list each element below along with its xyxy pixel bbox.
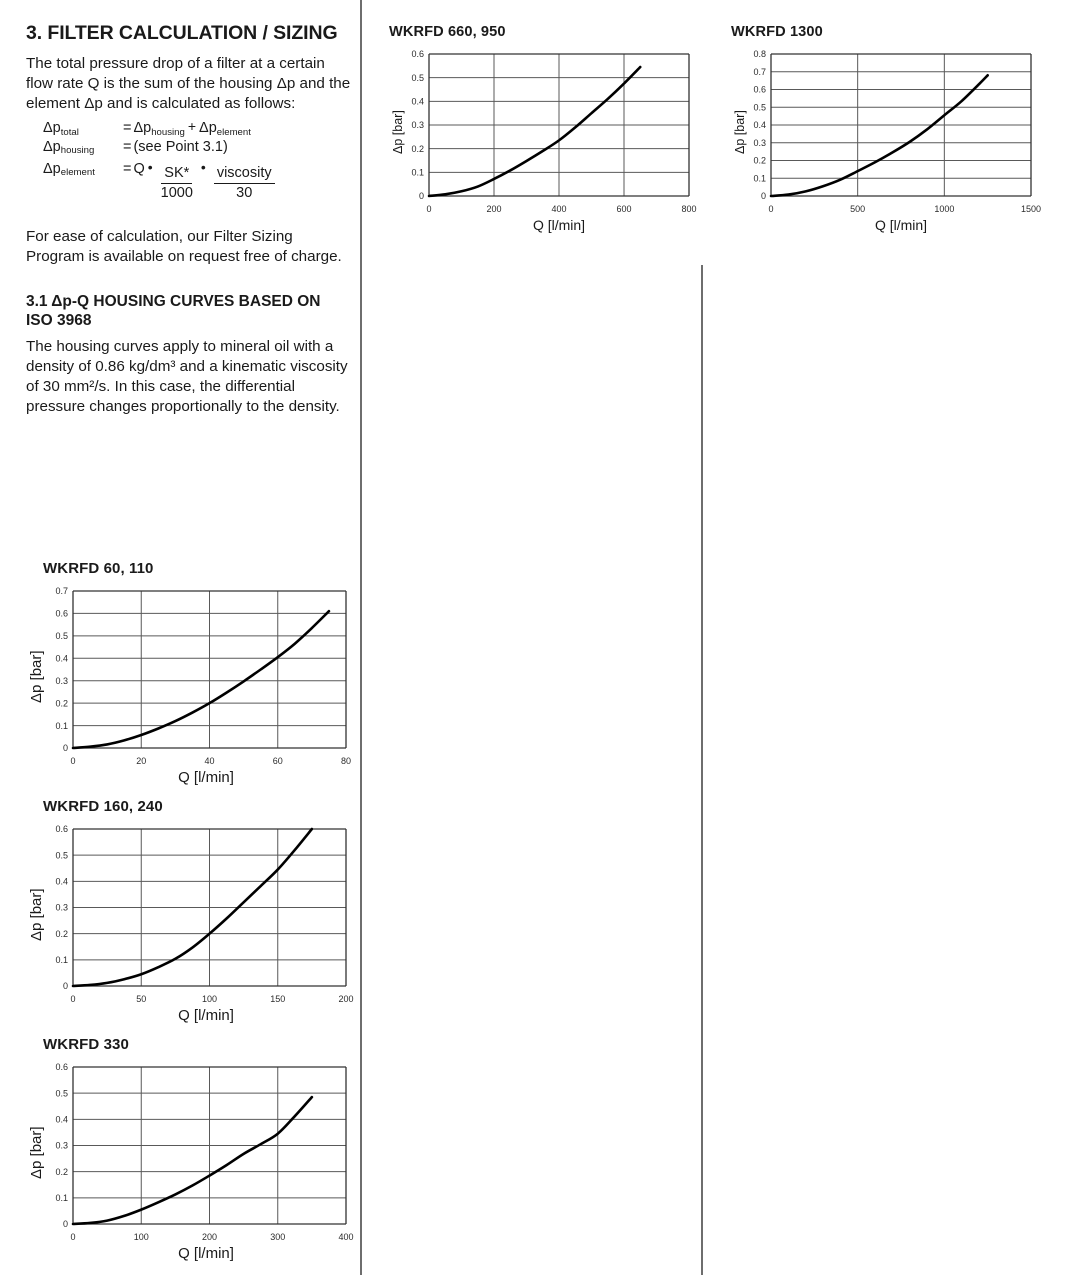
formula-lhs-housing: Δphousing <box>43 138 95 157</box>
data-curve <box>73 1097 312 1224</box>
y-tick-label: 0.1 <box>411 167 424 178</box>
y-tick-label: 0 <box>62 743 68 754</box>
formula-equals: = <box>123 120 132 137</box>
y-tick-label: 0.4 <box>55 653 68 664</box>
y-axis-label-group <box>28 650 45 703</box>
grid-and-ticks <box>55 1062 353 1242</box>
y-tick-label: 0.6 <box>55 1062 68 1073</box>
formula-see-point-reference: (see Point 3.1) <box>133 138 228 155</box>
column-divider-left <box>360 0 362 1275</box>
y-tick-label: 0.3 <box>55 902 68 913</box>
fraction-denominator: 1000 <box>160 184 193 201</box>
y-tick-label: 0.7 <box>753 66 766 77</box>
x-tick-label: 1000 <box>934 204 955 214</box>
x-tick-label: 1500 <box>1020 204 1041 214</box>
y-axis-label: Δp [bar] <box>28 650 45 703</box>
y-tick-label: 0 <box>62 1219 68 1230</box>
formula-block <box>43 118 351 201</box>
y-tick-label: 0.4 <box>55 1114 68 1125</box>
x-tick-label: 50 <box>136 994 147 1004</box>
y-tick-label: 0.6 <box>55 608 68 619</box>
y-tick-label: 0.3 <box>55 1140 68 1151</box>
x-tick-label: 600 <box>616 204 632 214</box>
x-tick-label: 100 <box>133 1232 149 1242</box>
y-axis-label: Δp [bar] <box>28 888 45 941</box>
y-tick-label: 0 <box>418 191 424 202</box>
chart-wkrfd-1300 <box>731 24 1041 233</box>
x-tick-label: 80 <box>340 756 352 766</box>
y-tick-label: 0.6 <box>753 84 766 95</box>
formula-flow-symbol: Q <box>133 160 145 177</box>
y-tick-label: 0.8 <box>753 49 766 60</box>
grid-and-ticks <box>55 586 351 766</box>
chart-wkrfd-330 <box>26 1036 356 1262</box>
formula-equals: = <box>123 138 132 155</box>
chart-title: WKRFD 660, 950 <box>389 24 506 40</box>
chart-plot-area <box>26 581 356 771</box>
y-tick-label: 0.2 <box>411 143 424 154</box>
formula-lhs-total: Δptotal <box>43 120 79 138</box>
x-tick-label: 400 <box>551 204 567 214</box>
y-tick-label: 0.2 <box>753 155 766 166</box>
y-tick-label: 0.4 <box>753 120 766 131</box>
x-tick-label: 200 <box>201 1232 218 1242</box>
section-title: 3. FILTER CALCULATION / SIZING <box>26 22 338 44</box>
formula-plus: + <box>187 118 197 135</box>
y-tick-label: 0.5 <box>55 850 68 861</box>
fraction-denominator: 30 <box>236 184 253 201</box>
formula-fraction-viscosity <box>214 166 275 202</box>
x-tick-label: 800 <box>681 204 697 214</box>
x-tick-label: 200 <box>338 994 354 1004</box>
formula-row-housing <box>43 140 351 155</box>
y-tick-label: 0.2 <box>55 928 68 939</box>
y-axis-label: Δp [bar] <box>733 110 747 154</box>
chart-wkrfd-160-240 <box>26 798 356 1024</box>
subsection-body-text: The housing curves apply to mineral oil with a density of 0.86 kg/dm³ and a kinematic viscosity of 30 mm²/s. In this case, the differential pressure changes proportionally to the density. <box>26 337 348 416</box>
grid-and-ticks <box>753 49 1041 214</box>
x-axis-label: Q [l/min] <box>532 217 586 233</box>
x-tick-label: 100 <box>201 994 218 1004</box>
chart-title: WKRFD 1300 <box>731 24 823 40</box>
y-axis-label-group <box>28 888 45 941</box>
y-tick-label: 0.6 <box>411 49 424 60</box>
grid-and-ticks <box>55 824 353 1004</box>
x-tick-label: 500 <box>850 204 866 214</box>
y-tick-label: 0.5 <box>55 1088 68 1099</box>
y-axis-label: Δp [bar] <box>28 1126 45 1179</box>
chart-wkrfd-60-110 <box>26 560 356 786</box>
x-tick-label: 0 <box>768 204 774 214</box>
chart-title: WKRFD 330 <box>43 1036 129 1053</box>
formula-rhs-housing: Δphousing <box>133 120 185 138</box>
chart-wkrfd-660-950 <box>389 24 699 233</box>
chart-plot-area <box>26 819 356 1009</box>
y-tick-label: 0.1 <box>55 955 68 966</box>
x-tick-label: 0 <box>70 994 76 1004</box>
section-intro-text: The total pressure drop of a filter at a certain flow rate Q is the sum of the housing Δp and the element Δp and is calculated as follows: <box>26 54 351 113</box>
column-divider-right <box>701 265 703 1275</box>
sizing-program-note: For ease of calculation, our Filter Sizing Program is available on request free of charge. <box>26 227 342 265</box>
y-axis-label-group <box>733 110 747 154</box>
y-tick-label: 0.3 <box>753 137 766 148</box>
spacer <box>26 267 351 293</box>
y-tick-label: 0.1 <box>753 173 766 184</box>
y-tick-label: 0.3 <box>411 120 424 131</box>
y-tick-label: 0 <box>62 981 68 992</box>
x-tick-label: 200 <box>486 204 502 214</box>
y-tick-label: 0.5 <box>411 72 424 83</box>
x-tick-label: 0 <box>70 1232 76 1242</box>
y-tick-label: 0.6 <box>55 824 68 835</box>
data-curve <box>429 67 640 196</box>
x-tick-label: 20 <box>136 756 147 766</box>
y-tick-label: 0.7 <box>55 586 68 597</box>
formula-fraction-sk <box>161 166 193 202</box>
formula-multiply-dot-2: • <box>200 158 206 175</box>
x-tick-label: 300 <box>270 1232 286 1242</box>
x-tick-label: 0 <box>70 756 76 766</box>
subsection-title: 3.1 Δp-Q HOUSING CURVES BASED ON ISO 3968 <box>26 292 321 329</box>
formula-row-element <box>43 158 351 201</box>
y-axis-label-group <box>391 110 405 154</box>
x-axis-label: Q [l/min] <box>178 1007 234 1024</box>
chart-title: WKRFD 60, 110 <box>43 560 154 577</box>
x-axis-label: Q [l/min] <box>178 1245 234 1262</box>
formula-row-total <box>43 120 351 136</box>
data-curve <box>73 611 329 748</box>
spacer <box>26 201 351 227</box>
x-tick-label: 150 <box>270 994 286 1004</box>
y-tick-label: 0.5 <box>55 631 68 642</box>
fraction-numerator: SK* <box>161 166 192 184</box>
y-tick-label: 0.1 <box>55 1193 68 1204</box>
fraction-numerator: viscosity <box>214 166 275 184</box>
x-tick-label: 0 <box>426 204 432 214</box>
chart-plot-area <box>389 44 699 219</box>
y-tick-label: 0.4 <box>411 96 424 107</box>
formula-lhs-element: Δpelement <box>43 160 95 179</box>
y-tick-label: 0.2 <box>55 1166 68 1177</box>
y-tick-label: 0.1 <box>55 720 68 731</box>
formula-multiply-dot-1: • <box>147 158 153 175</box>
y-tick-label: 0.5 <box>753 102 766 113</box>
formula-equals: = <box>123 160 132 177</box>
chart-title: WKRFD 160, 240 <box>43 798 163 815</box>
left-text-column <box>26 22 351 418</box>
x-tick-label: 400 <box>338 1232 354 1242</box>
x-tick-label: 60 <box>272 756 283 766</box>
y-tick-label: 0 <box>760 191 766 202</box>
x-tick-label: 40 <box>204 756 215 766</box>
x-axis-label: Q [l/min] <box>178 769 234 786</box>
y-tick-label: 0.2 <box>55 698 68 709</box>
formula-rhs-element: Δpelement <box>199 120 251 138</box>
grid-and-ticks <box>411 49 696 214</box>
y-tick-label: 0.3 <box>55 675 68 686</box>
chart-plot-area <box>731 44 1041 219</box>
y-tick-label: 0.4 <box>55 876 68 887</box>
y-axis-label: Δp [bar] <box>391 110 405 154</box>
x-axis-label: Q [l/min] <box>874 217 928 233</box>
chart-plot-area <box>26 1057 356 1247</box>
y-axis-label-group <box>28 1126 45 1179</box>
